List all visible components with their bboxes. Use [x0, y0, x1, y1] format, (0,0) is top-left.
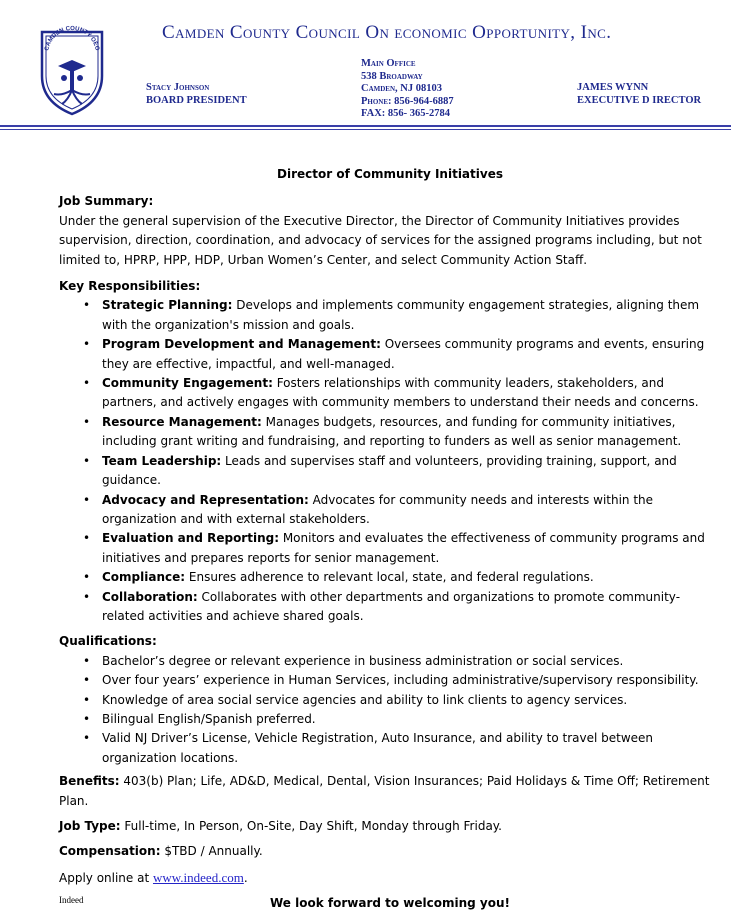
board-president-block: [146, 82, 247, 107]
header-rule: [0, 125, 731, 127]
responsibilities-heading: Key Responsibilities:: [59, 279, 201, 294]
main-office-block: [361, 58, 454, 121]
apply-line: Apply online at www.indeed.com.: [59, 869, 248, 885]
benefits-line: Benefits: 403(b) Plan; Life, AD&D, Medical, Dental, Vision Insurances; Paid Holidays & Time Off; Retirement Plan.: [59, 774, 710, 808]
logo-text: CAMDEN COUNTY OEO: [44, 25, 100, 52]
summary-heading: Job Summary:: [59, 194, 154, 209]
list-item: • Team Leadership: Leads and supervises staff and volunteers, providing training, support, and guidance.: [59, 452, 721, 491]
compensation-line: Compensation: $TBD / Annually.: [59, 844, 263, 859]
closing-line: We look forward to welcoming you!: [270, 896, 510, 911]
president-title: BOARD PRESIDENT: [146, 94, 247, 106]
qualifications-list: [59, 652, 721, 768]
office-phone: Phone: 856-964-6887: [361, 95, 454, 107]
list-item: • Community Engagement: Fosters relationships with community leaders, stakeholders, and partners, and actively engages with community members to understand their needs and concerns.: [59, 374, 721, 413]
responsibilities-list: [59, 296, 721, 626]
footer-text: Indeed: [59, 895, 84, 905]
office-fax: FAX: 856- 365-2784: [361, 108, 451, 119]
job-type-line: Job Type: Full-time, In Person, On-Site, Day Shift, Monday through Friday.: [59, 819, 502, 833]
list-item: • Program Development and Management: Oversees community programs and events, ensuring they are effective, impactful, and well-managed.: [59, 335, 721, 374]
list-item: • Bilingual English/Spanish preferred.: [59, 710, 721, 729]
org-name: Camden County Council On economic Opportunity, Inc.: [162, 22, 612, 43]
list-item: • Advocacy and Representation: Advocates for community needs and interests within the organization and with external stakeholders.: [59, 491, 721, 530]
list-item: • Bachelor’s degree or relevant experience in business administration or social services.: [59, 652, 721, 671]
list-item: • Compliance: Ensures adherence to relevant local, state, and federal regulations.: [59, 568, 721, 587]
list-item: • Resource Management: Manages budgets, resources, and funding for community initiatives, including grant writing and fundraising, and reporting to funders as well as senior management.: [59, 413, 721, 452]
office-city: Camden, NJ 08103: [361, 83, 442, 94]
list-item: • Valid NJ Driver’s License, Vehicle Registration, Auto Insurance, and ability to travel between organization locations.: [59, 729, 721, 768]
office-label: Main Office: [361, 58, 416, 69]
executive-director-block: [577, 82, 701, 107]
list-item: • Knowledge of area social service agencies and ability to link clients to agency services.: [59, 691, 721, 710]
apply-link[interactable]: www.indeed.com: [152, 869, 244, 885]
list-item: • Collaboration: Collaborates with other departments and organizations to promote community-related activities and achieve shared goals.: [59, 588, 721, 627]
president-name: Stacy Johnson: [146, 82, 210, 93]
list-item: • Over four years’ experience in Human Services, including administrative/supervisory responsibility.: [59, 671, 721, 690]
list-item: • Evaluation and Reporting: Monitors and evaluates the effectiveness of community programs and initiatives and prepares reports for senior management.: [59, 529, 721, 568]
director-name: JAMES WYNN: [577, 82, 649, 93]
summary-text: Under the general supervision of the Executive Director, the Director of Community Initiatives provides supervision, direction, coordination, and advocacy of services for the assigned programs including, but not limited to, HPRP, HPP, HDP, Urban Women’s Center, and select Community Action Staff.: [59, 213, 702, 267]
list-item: • Strategic Planning: Develops and implements community engagement strategies, aligning them with the organization's mission and goals.: [59, 296, 721, 335]
qualifications-heading: Qualifications:: [59, 634, 157, 649]
council-logo: [36, 24, 108, 116]
director-title: EXECUTIVE D IRECTOR: [577, 94, 702, 106]
job-posting: [59, 165, 721, 914]
header-rule-thin: [0, 129, 731, 130]
office-address: 538 Broadway: [361, 70, 423, 82]
job-title: Director of Community Initiatives: [277, 167, 503, 181]
